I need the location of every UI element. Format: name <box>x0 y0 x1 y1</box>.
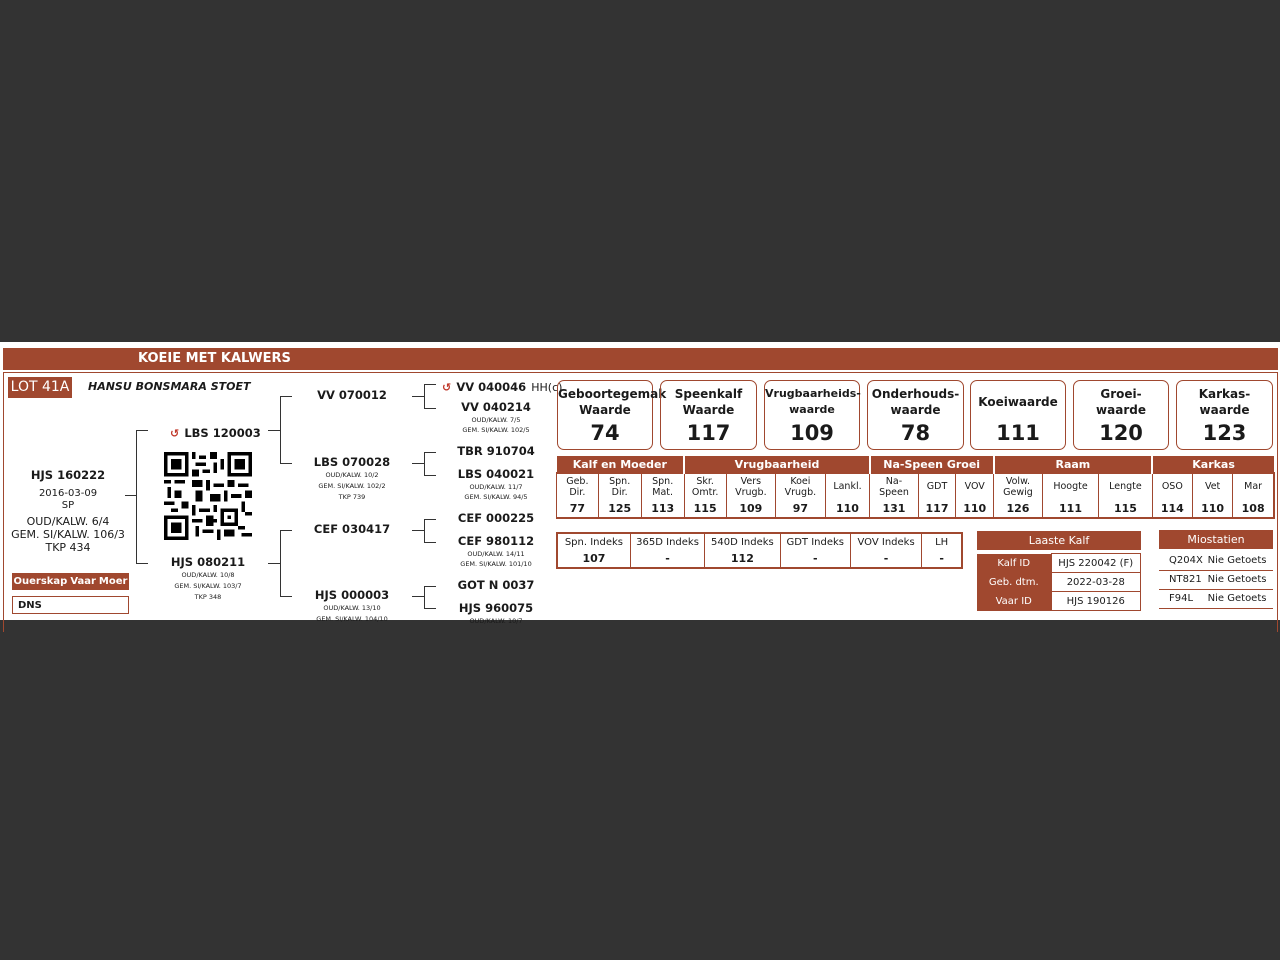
ebv-group: Na-Speen Groei <box>870 456 994 473</box>
sire-dam-tkp: TKP 739 <box>338 493 366 501</box>
ebv-value: 77 <box>557 499 599 518</box>
ebv-col: Vers Vrugb. <box>726 473 776 499</box>
sds-id: TBR 910704 <box>457 444 535 458</box>
spn-col: LH <box>922 533 962 550</box>
index-label: Speenkalf Waarde <box>674 387 743 417</box>
ped-line <box>280 530 281 596</box>
animal-avg: GEM. SI/KALW. 106/3 <box>11 528 125 541</box>
ped-line <box>424 452 436 453</box>
myostatin-code: F94L <box>1159 589 1208 608</box>
index-box <box>557 380 667 450</box>
ebv-value: 114 <box>1152 499 1192 518</box>
myostatin-status: Nie Getoets <box>1208 551 1273 570</box>
animal-tkp: TKP 434 <box>45 541 91 554</box>
ddd-calving: OUD/KALW. 10/7 <box>469 617 523 625</box>
ebv-value: 97 <box>776 499 826 518</box>
spn-value: - <box>922 550 962 568</box>
index-label: Karkas- waarde <box>1198 387 1251 417</box>
index-label: Geboortegemak Waarde <box>558 387 667 417</box>
ped-line <box>424 452 425 475</box>
ebv-value: 108 <box>1233 499 1274 518</box>
index-label: Koeiwaarde <box>978 395 1058 409</box>
banner: KOEIE MET KALWERS <box>3 348 1278 370</box>
last-calf-value: HJS 220042 (F) <box>1051 554 1141 573</box>
animal-type: SP <box>61 500 75 511</box>
ebv-value: 125 <box>598 499 641 518</box>
spn-col: VOV Indeks <box>850 533 921 550</box>
index-box <box>867 380 964 450</box>
ebv-col: Koei Vrugb. <box>776 473 826 499</box>
myostatin-code: NT821 <box>1159 570 1208 589</box>
dsd-avg: GEM. SI/KALW. 101/10 <box>460 560 532 568</box>
last-calf-key: Kalf ID <box>977 554 1051 573</box>
ped-line <box>424 384 436 385</box>
ebv-value: 110 <box>1192 499 1232 518</box>
ped-line <box>424 519 425 542</box>
ped-line <box>412 463 424 464</box>
index-box <box>970 380 1066 450</box>
ebv-value: 110 <box>825 499 870 518</box>
last-calf-title: Laaste Kalf <box>977 531 1141 550</box>
ddd-id: HJS 960075 <box>458 601 534 615</box>
ssd-avg: GEM. SI/KALW. 102/5 <box>462 426 530 434</box>
ped-line <box>125 495 136 496</box>
dam-dam-avg: GEM. SI/KALW. 104/10 <box>316 615 388 623</box>
ownership-header <box>12 573 129 590</box>
index-box <box>764 380 860 450</box>
ped-line <box>136 430 137 563</box>
dam-id: HJS 080211 <box>170 555 246 569</box>
ebv-col: Lengte <box>1099 473 1153 499</box>
dam-sire-id: CEF 030417 <box>313 522 391 536</box>
ped-line <box>412 530 424 531</box>
dam-calving: OUD/KALW. 10/8 <box>181 571 235 579</box>
ped-line <box>280 596 292 597</box>
ebv-group: Kalf en Moeder <box>557 456 685 473</box>
ebv-col: Lankl. <box>825 473 870 499</box>
ped-line <box>268 563 280 564</box>
ebv-col: GDT <box>918 473 956 499</box>
dam-tkp: TKP 348 <box>194 593 222 601</box>
index-box <box>1073 380 1169 450</box>
index-box <box>1176 380 1273 450</box>
last-calf-table <box>977 553 1141 611</box>
last-calf-key: Vaar ID <box>977 592 1051 611</box>
myostatin-title: Miostatien <box>1159 530 1273 549</box>
ped-line <box>280 396 292 397</box>
ownership-h3: Moer <box>98 576 128 587</box>
ebv-value: 113 <box>641 499 684 518</box>
index-label: Onderhouds- waarde <box>871 387 960 417</box>
ped-line <box>268 430 280 431</box>
dsd-calving: OUD/KALW. 14/11 <box>467 550 525 558</box>
ebv-value: 126 <box>994 499 1043 518</box>
ebv-table <box>556 456 1275 519</box>
spn-value: - <box>850 550 921 568</box>
ped-line <box>136 430 148 431</box>
spn-col: 365D Indeks <box>630 533 704 550</box>
ped-line <box>424 542 436 543</box>
index-value: 123 <box>1202 421 1247 445</box>
ebv-col: Mar <box>1233 473 1274 499</box>
ped-line <box>424 475 436 476</box>
ebv-col: Spn. Dir. <box>598 473 641 499</box>
index-label: Vrugbaarheids- waarde <box>765 387 861 416</box>
last-calf-key: Geb. dtm. <box>977 573 1051 592</box>
ebv-value: 111 <box>1042 499 1098 518</box>
ebv-value: 110 <box>956 499 994 518</box>
ebv-col: OSO <box>1152 473 1192 499</box>
sdd-id: LBS 040021 <box>457 467 535 481</box>
qr-code[interactable] <box>164 452 252 540</box>
registered-mark-icon: ↺ <box>442 381 452 394</box>
myostatin-panel <box>1159 530 1273 609</box>
myostatin-table <box>1159 551 1273 609</box>
ownership-h2: Vaar <box>70 576 96 587</box>
ebv-value: 117 <box>918 499 956 518</box>
ebv-col: Volw. Gewig <box>994 473 1043 499</box>
ped-line <box>424 384 425 408</box>
ped-line <box>424 586 436 587</box>
sire-block <box>170 422 261 441</box>
sss-suffix: HH(c) <box>531 381 563 394</box>
ped-line <box>280 396 281 463</box>
myostatin-status: Nie Getoets <box>1208 589 1273 608</box>
lot-card <box>0 342 1280 625</box>
dam-dam-calving: OUD/KALW. 13/10 <box>323 604 381 612</box>
ebv-value: 115 <box>684 499 726 518</box>
ownership-h1: Ouerskap <box>13 576 68 587</box>
ebv-col: Na- Speen <box>870 473 918 499</box>
ped-line <box>280 530 292 531</box>
sire-dam-avg: GEM. SI/KALW. 102/2 <box>318 482 386 490</box>
ebv-col: Geb. Dir. <box>557 473 599 499</box>
index-value: 117 <box>686 421 731 445</box>
sire-id: LBS 120003 <box>184 426 261 440</box>
index-value: 120 <box>1099 421 1143 445</box>
sdd-avg: GEM. SI/KALW. 94/5 <box>464 493 528 501</box>
ped-line <box>280 463 292 464</box>
lot-number: LOT 41A <box>8 377 72 398</box>
sdd-calving: OUD/KALW. 11/7 <box>469 483 523 491</box>
ebv-group: Vrugbaarheid <box>684 456 870 473</box>
animal-birth: 2016-03-09 <box>38 488 98 499</box>
ebv-col: Spn. Mat. <box>641 473 684 499</box>
spn-value: 112 <box>705 550 780 568</box>
dam-avg: GEM. SI/KALW. 103/7 <box>174 582 242 590</box>
index-label: Groei- waarde <box>1096 387 1146 417</box>
spn-col: Spn. Indeks <box>564 536 624 548</box>
ebv-value: 115 <box>1099 499 1153 518</box>
myostatin-code: Q204X <box>1159 551 1208 570</box>
registered-mark-icon: ↺ <box>170 427 180 440</box>
spn-col: 540D Indeks <box>705 533 780 550</box>
dds-id: GOT N 0037 <box>457 578 535 592</box>
sire-dam-calving: OUD/KALW. 10/2 <box>325 471 379 479</box>
ped-line <box>424 519 436 520</box>
spn-value: - <box>780 550 850 568</box>
last-calf-value: HJS 190126 <box>1051 592 1141 611</box>
index-value: 74 <box>590 421 620 445</box>
last-calf-value: 2022-03-28 <box>1051 573 1141 592</box>
breeder-name: HANSU BONSMARA STOET <box>88 380 251 393</box>
ped-line <box>424 586 425 608</box>
ped-line <box>424 408 436 409</box>
ped-line <box>412 396 424 397</box>
index-value: 78 <box>900 421 931 445</box>
ebv-col: Hoogte <box>1042 473 1098 499</box>
spn-value: 107 <box>582 552 606 565</box>
animal-calving: OUD/KALW. 6/4 <box>26 515 110 528</box>
dss-id: CEF 000225 <box>457 511 535 525</box>
spn-col: GDT Indeks <box>780 533 850 550</box>
ped-line <box>136 563 148 564</box>
ssd-calving: OUD/KALW. 7/5 <box>471 416 521 424</box>
sss-block <box>442 376 562 395</box>
ped-line <box>424 608 436 609</box>
selection-index-table <box>556 532 963 569</box>
spn-value: - <box>630 550 704 568</box>
ownership-row: DNS <box>12 596 129 614</box>
dam-dam-id: HJS 000003 <box>314 588 390 602</box>
index-value: 109 <box>790 421 834 445</box>
last-calf-panel <box>977 531 1141 611</box>
ebv-col: Vet <box>1192 473 1232 499</box>
sire-sire-id: VV 070012 <box>317 388 387 402</box>
index-box <box>660 380 757 450</box>
ebv-group: Raam <box>994 456 1153 473</box>
ssd-id: VV 040214 <box>461 400 531 414</box>
sss-id: VV 040046 <box>456 380 527 394</box>
ebv-col: VOV <box>956 473 994 499</box>
myostatin-status: Nie Getoets <box>1208 570 1273 589</box>
index-value: 111 <box>996 421 1040 445</box>
animal-id: HJS 160222 <box>30 468 106 482</box>
ped-line <box>412 596 424 597</box>
ebv-col: Skr. Omtr. <box>684 473 726 499</box>
sire-dam-id: LBS 070028 <box>313 455 391 469</box>
ebv-value: 109 <box>726 499 776 518</box>
ebv-group: Karkas <box>1152 456 1274 473</box>
ebv-value: 131 <box>870 499 918 518</box>
dsd-id: CEF 980112 <box>457 534 535 548</box>
